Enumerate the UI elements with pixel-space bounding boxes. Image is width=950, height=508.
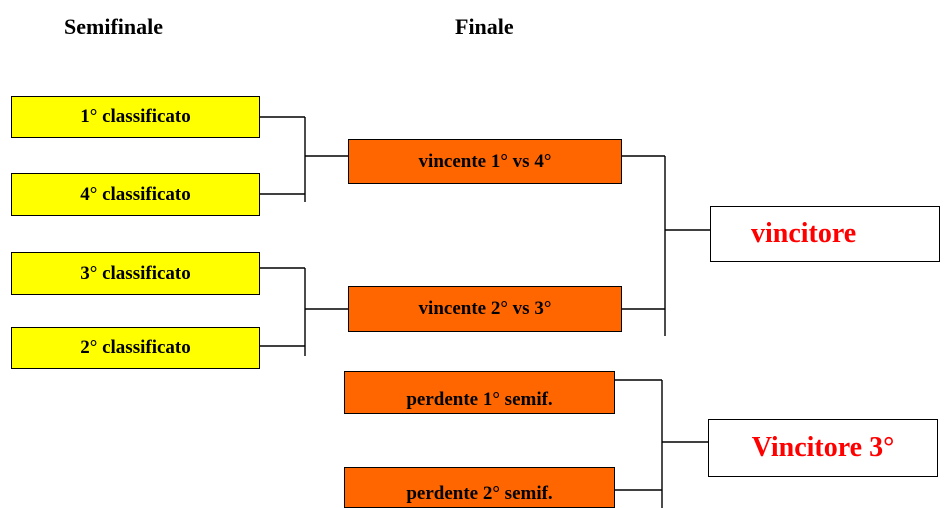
third-place-box-loser-2: perdente 2° semif. bbox=[344, 467, 615, 508]
third-place-box-loser-1: perdente 1° semif. bbox=[344, 371, 615, 414]
final-box-winner-2v3: vincente 2° vs 3° bbox=[348, 286, 622, 332]
semifinal-box-first: 1° classificato bbox=[11, 96, 260, 138]
semifinale-header: Semifinale bbox=[64, 14, 163, 39]
finale-header: Finale bbox=[455, 14, 514, 39]
champion-box: vincitore bbox=[710, 206, 940, 262]
semifinal-box-second: 2° classificato bbox=[11, 327, 260, 369]
final-box-winner-1v4: vincente 1° vs 4° bbox=[348, 139, 622, 184]
semifinal-box-fourth: 4° classificato bbox=[11, 173, 260, 216]
third-place-winner-box: Vincitore 3° bbox=[708, 419, 938, 477]
semifinal-box-third: 3° classificato bbox=[11, 252, 260, 295]
